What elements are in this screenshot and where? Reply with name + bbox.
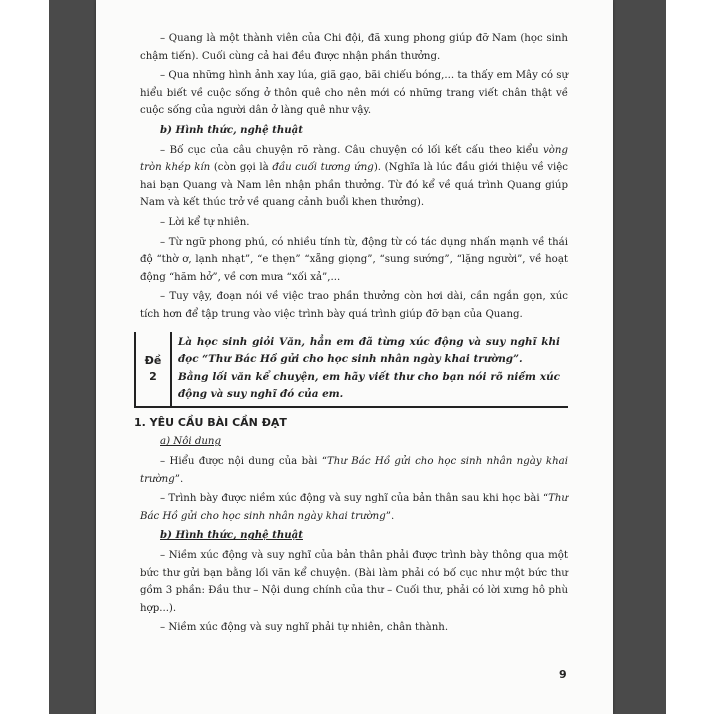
paragraph: – Tuy vậy, đoạn nói về việc trao phần thưởng còn hơi dài, cần ngắn gọn, xúc tích hơn để tập trung vào việc trình bày quá trình giúp đỡ bạn của Quang. [140, 291, 568, 320]
exercise-label-word: Đề [144, 353, 162, 367]
heading-noi-dung [140, 433, 568, 451]
text-span: – Hiểu được nội dung của bài “ [160, 456, 327, 468]
exercise-prompt [174, 332, 568, 406]
exercise-label-number: 2 [149, 369, 157, 383]
text-span: ). (Nghĩa là lúc đầu giới thiệu về việc hai bạn Quang và Nam lên nhận phần thưởng. Từ đó kể về quá trình Quang giúp Nam và kết thúc trở về quang cảnh buổi khen thưởng). [140, 162, 568, 209]
exercise-label [136, 332, 172, 406]
heading-hinh-thuc-1: b) Hình thức, nghệ thuật [160, 123, 303, 136]
paragraph: – Niềm xúc động và suy nghĩ của bản thân phải được trình bày thông qua một bức thư gửi bạn bằng lối văn kể chuyện. (Bài làm phải có bố cục như một bức thư gồm 3 phần: Đầu thư – Nội dung chính của thư – Cuối thư, phải có lời xưng hô phù hợp...). [140, 550, 568, 614]
section-title: 1. YÊU CẦU BÀI CẦN ĐẠT [134, 415, 287, 429]
text-span: (còn gọi là [210, 162, 273, 174]
paragraph: – Quang là một thành viên của Chi đội, đã xung phong giúp đỡ Nam (học sinh chậm tiến). Cuối cùng cả hai đều được nhận phần thưởng. [140, 33, 568, 62]
exercise-box [134, 332, 568, 408]
text-span: – Bố cục của câu chuyện rõ ràng. Câu chuyện có lối kết cấu theo kiểu [160, 144, 544, 156]
paragraph: – Từ ngữ phong phú, có nhiều tính từ, động từ có tác dụng nhấn mạnh về thái độ “thờ ơ, lạnh nhạt”, “e thẹn” “xẵng giọng”, “sung sướng”, “lặng người”, về hoạt động “hăm hở”, về cơn mưa “xối xả”,... [140, 236, 568, 283]
paragraph-a2 [140, 490, 568, 525]
exercise-prompt-line: Là học sinh giỏi Văn, hẳn em đã từng xúc động và suy nghĩ khi đọc “Thư Bác Hồ gửi cho học sinh nhân ngày khai trường”. [178, 335, 560, 366]
text-span: – Trình bày được niềm xúc động và suy nghĩ của bản thân sau khi học bài “ [160, 493, 549, 505]
paragraph: – Qua những hình ảnh xay lúa, giã gạo, bãi chiếu bóng,... ta thấy em Mây có sự hiểu biết về cuộc sống ở thôn quê cho nên mới có những trang viết chân thật về cuộc sống của người dân ở làng quê như vậy. [140, 70, 568, 117]
heading-text: a) Nội dung [160, 436, 221, 448]
page-content [134, 30, 568, 639]
paragraph: – Lời kể tự nhiên. [160, 216, 250, 228]
text-span: ”. [174, 473, 184, 485]
paragraph-a1 [140, 453, 568, 488]
book-page [96, 0, 613, 714]
heading-hinh-thuc-2 [140, 527, 568, 545]
paragraph-bo-cuc [140, 142, 568, 212]
italic-span: Thư Bác Hồ gửi cho học sinh nhân ngày khai trường [140, 493, 568, 522]
italic-span: đầu cuối tương ứng [272, 162, 374, 174]
text-span: ”. [385, 510, 395, 522]
italic-span: vòng tròn khép kín [140, 144, 568, 174]
heading-text: b) Hình thức, nghệ thuật [160, 529, 303, 542]
italic-span: Thư Bác Hồ gửi cho học sinh nhân ngày khai trường [140, 456, 568, 485]
page-number: 9 [559, 668, 567, 681]
paragraph: – Niềm xúc động và suy nghĩ phải tự nhiên, chân thành. [160, 622, 449, 634]
exercise-prompt-line: Bằng lối văn kể chuyện, em hãy viết thư cho bạn nói rõ niềm xúc động và suy nghĩ đó của em. [178, 370, 560, 401]
